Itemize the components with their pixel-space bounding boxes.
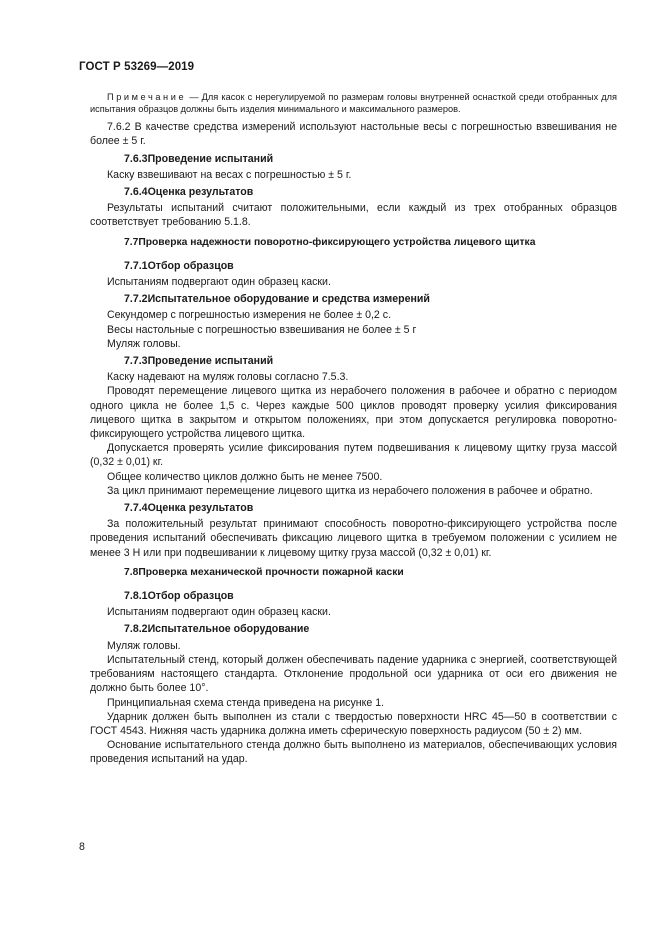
note	[90, 92, 617, 115]
heading-7-7-1: 7.7.1Отбор образцов	[124, 259, 234, 272]
heading-7-7-3: 7.7.3Проведение испытаний	[124, 355, 274, 368]
paragraph: Испытаниям подвергают один образец каски.	[107, 606, 331, 619]
heading-7-6-4: 7.6.4Оценка результатов	[124, 186, 254, 198]
heading-7-7-4: 7.7.4Оценка результатов	[124, 502, 254, 515]
paragraph: Основание испытательного стенда должно быть выполнено из материалов, обеспечивающих условия проведения испытаний на удар.	[90, 739, 617, 766]
section-heading-7-8: 7.8Проверка механической прочности пожарной каски	[124, 566, 404, 578]
paragraph: За цикл принимают перемещение лицевого щитка из нерабочего положения в рабочее и обратно.	[107, 484, 593, 497]
note-label: Примечание	[107, 92, 187, 102]
heading-7-6-3: 7.6.3Проведение испытаний	[124, 152, 274, 165]
section-heading-7-7: 7.7Проверка надежности поворотно-фиксирующего устройства лицевого щитка	[124, 236, 536, 248]
heading-7-8-1: 7.8.1Отбор образцов	[124, 590, 234, 603]
paragraph: Каску надевают на муляж головы согласно 7.5.3.	[107, 371, 349, 384]
clause-7-6-2: 7.6.2 В качестве средства измерений используют настольные весы с погрешностью взвешивания не более ± 5 г.	[90, 121, 617, 148]
paragraph: Ударник должен быть выполнен из стали с твердостью поверхности HRC 45—50 в соответствии с ГОСТ 4543. Нижняя часть ударника должна иметь сферическую поверхность радиусом (50 ± 2) мм.	[90, 710, 617, 737]
document-header: ГОСТ Р 53269—2019	[79, 61, 195, 73]
heading-7-8-2: 7.8.2Испытательное оборудование	[124, 623, 310, 636]
heading-7-7-2: 7.7.2Испытательное оборудование и средства измерений	[124, 293, 430, 306]
document-body	[90, 92, 617, 767]
paragraph: За положительный результат принимают способность поворотно-фиксирующего устройства после проведения испытаний обеспечивать фиксацию лицевого щитка в требуемом положении с усилием не менее 3 Н или при подвешивании к лицевому щитку груза массой (0,32 ± 0,01) кг.	[90, 518, 617, 559]
page-number: 8	[79, 841, 85, 853]
paragraph: Допускается проверять усилие фиксирования путем подвешивания к лицевому щитку груза массой (0,32 ± 0,01) кг.	[90, 442, 617, 469]
paragraph: Испытательный стенд, который должен обеспечивать падение ударника с энергией, соответствующей требованиям настоящего стандарта. Отклонение продольной оси ударника от оси его движения не должно быть более 10°.	[90, 653, 617, 695]
list-line: Секундомер с погрешностью измерения не более ± 0,2 с.	[107, 309, 392, 322]
paragraph: Принципиальная схема стенда приведена на рисунке 1.	[107, 696, 385, 709]
list-line: Весы настольные с погрешностью взвешивания не более ± 5 г	[107, 323, 417, 336]
note-text: — Для касок с нерегулируемой по размерам головы внутренней оснасткой среди отобранных для испытания образцов должны быть изделия минимального и максимального размеров.	[90, 92, 617, 114]
paragraph: Общее количество циклов должно быть не менее 7500.	[107, 470, 383, 483]
list-line: Муляж головы.	[107, 337, 181, 350]
paragraph: Муляж головы.	[107, 639, 181, 652]
paragraph: Результаты испытаний считают положительными, если каждый из трех отобранных образцов соответствует требованию 5.1.8.	[90, 202, 617, 229]
paragraph: Проводят перемещение лицевого щитка из нерабочего положения в рабочее и обратно с периодом одного цикла не более 1,5 с. Через каждые 500 циклов проводят проверку усилия фиксирования лицевого щитка в закрытом и открытом положениях, при этом допускается регулировка поворотно-фиксирующего устройства лицевого щитка.	[90, 385, 617, 441]
paragraph: Испытаниям подвергают один образец каски.	[107, 276, 331, 289]
paragraph: Каску взвешивают на весах с погрешностью ± 5 г.	[107, 168, 352, 181]
